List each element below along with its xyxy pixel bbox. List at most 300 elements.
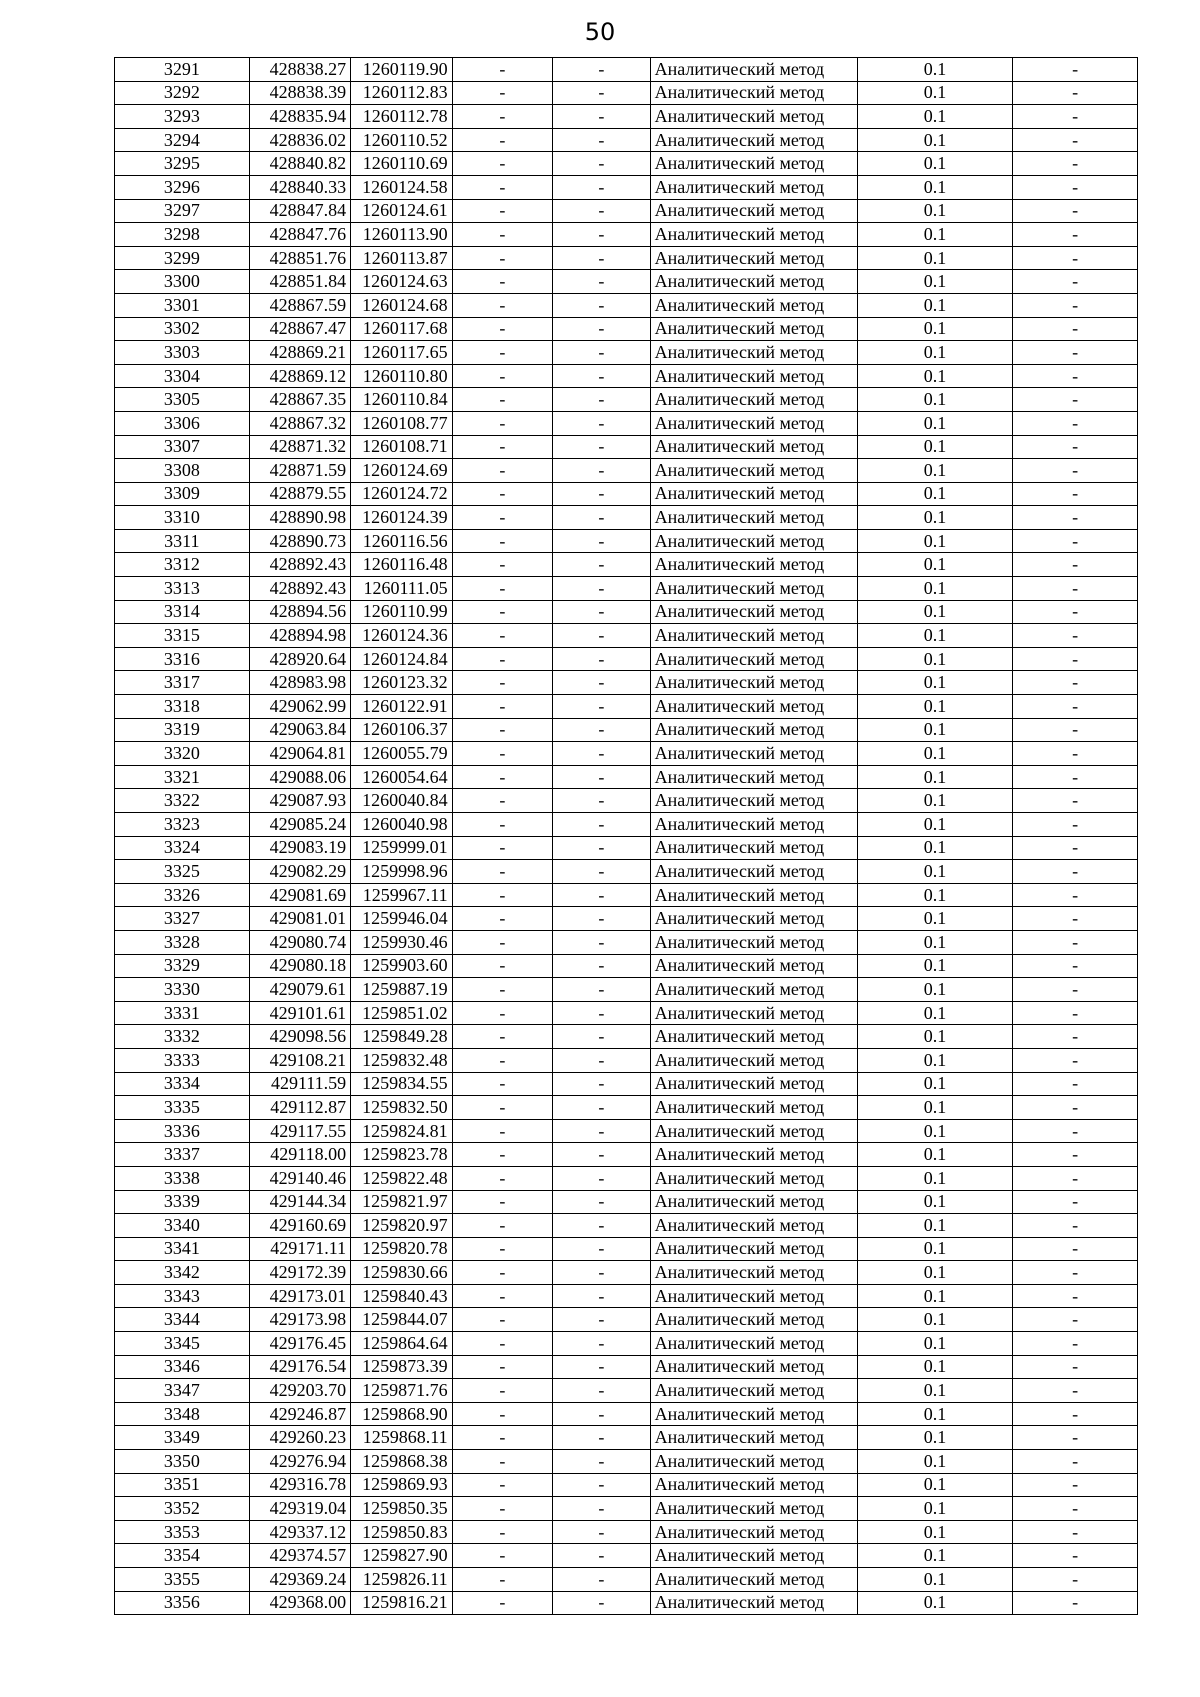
method-cell: Аналитический метод <box>650 789 857 813</box>
empty-value-cell: - <box>553 624 650 648</box>
accuracy-cell: 0.1 <box>857 128 1013 152</box>
method-cell: Аналитический метод <box>650 742 857 766</box>
x-coordinate-cell: 429118.00 <box>249 1143 350 1167</box>
x-coordinate-cell: 428892.43 <box>249 577 350 601</box>
empty-value-cell: - <box>452 1520 552 1544</box>
x-coordinate-cell: 429140.46 <box>249 1166 350 1190</box>
empty-value-cell: - <box>553 813 650 837</box>
accuracy-cell: 0.1 <box>857 506 1013 530</box>
empty-value-cell: - <box>452 482 552 506</box>
method-cell: Аналитический метод <box>650 1096 857 1120</box>
empty-value-cell: - <box>553 58 650 82</box>
table-row <box>115 1096 1138 1120</box>
empty-value-cell: - <box>452 341 552 365</box>
point-number-cell: 3338 <box>115 1166 250 1190</box>
accuracy-cell: 0.1 <box>857 671 1013 695</box>
method-cell: Аналитический метод <box>650 1355 857 1379</box>
point-number-cell: 3292 <box>115 81 250 105</box>
empty-value-cell: - <box>1013 1402 1138 1426</box>
point-number-cell: 3347 <box>115 1379 250 1403</box>
y-coordinate-cell: 1260124.36 <box>351 624 452 648</box>
method-cell: Аналитический метод <box>650 765 857 789</box>
accuracy-cell: 0.1 <box>857 246 1013 270</box>
x-coordinate-cell: 429117.55 <box>249 1119 350 1143</box>
y-coordinate-cell: 1259832.48 <box>351 1048 452 1072</box>
empty-value-cell: - <box>1013 58 1138 82</box>
table-row <box>115 1308 1138 1332</box>
x-coordinate-cell: 429081.69 <box>249 883 350 907</box>
empty-value-cell: - <box>452 81 552 105</box>
x-coordinate-cell: 428840.82 <box>249 152 350 176</box>
x-coordinate-cell: 429276.94 <box>249 1450 350 1474</box>
method-cell: Аналитический метод <box>650 954 857 978</box>
y-coordinate-cell: 1260055.79 <box>351 742 452 766</box>
method-cell: Аналитический метод <box>650 1072 857 1096</box>
y-coordinate-cell: 1259887.19 <box>351 978 452 1002</box>
empty-value-cell: - <box>1013 364 1138 388</box>
point-number-cell: 3340 <box>115 1214 250 1238</box>
empty-value-cell: - <box>452 1379 552 1403</box>
empty-value-cell: - <box>452 529 552 553</box>
y-coordinate-cell: 1260110.80 <box>351 364 452 388</box>
empty-value-cell: - <box>1013 1072 1138 1096</box>
y-coordinate-cell: 1259903.60 <box>351 954 452 978</box>
y-coordinate-cell: 1259850.83 <box>351 1520 452 1544</box>
table-row <box>115 1497 1138 1521</box>
point-number-cell: 3322 <box>115 789 250 813</box>
x-coordinate-cell: 429319.04 <box>249 1497 350 1521</box>
y-coordinate-cell: 1259873.39 <box>351 1355 452 1379</box>
empty-value-cell: - <box>1013 647 1138 671</box>
empty-value-cell: - <box>553 1332 650 1356</box>
accuracy-cell: 0.1 <box>857 1284 1013 1308</box>
table-row <box>115 459 1138 483</box>
empty-value-cell: - <box>452 1568 552 1592</box>
y-coordinate-cell: 1260122.91 <box>351 695 452 719</box>
empty-value-cell: - <box>1013 1284 1138 1308</box>
x-coordinate-cell: 429079.61 <box>249 978 350 1002</box>
empty-value-cell: - <box>553 1237 650 1261</box>
point-number-cell: 3315 <box>115 624 250 648</box>
y-coordinate-cell: 1259820.97 <box>351 1214 452 1238</box>
empty-value-cell: - <box>1013 246 1138 270</box>
y-coordinate-cell: 1259821.97 <box>351 1190 452 1214</box>
accuracy-cell: 0.1 <box>857 81 1013 105</box>
method-cell: Аналитический метод <box>650 907 857 931</box>
point-number-cell: 3300 <box>115 270 250 294</box>
empty-value-cell: - <box>553 1166 650 1190</box>
x-coordinate-cell: 429176.45 <box>249 1332 350 1356</box>
table-row <box>115 1261 1138 1285</box>
empty-value-cell: - <box>1013 105 1138 129</box>
empty-value-cell: - <box>452 600 552 624</box>
method-cell: Аналитический метод <box>650 1497 857 1521</box>
empty-value-cell: - <box>553 765 650 789</box>
x-coordinate-cell: 428867.47 <box>249 317 350 341</box>
table-row <box>115 1450 1138 1474</box>
empty-value-cell: - <box>452 223 552 247</box>
empty-value-cell: - <box>553 1402 650 1426</box>
empty-value-cell: - <box>1013 907 1138 931</box>
method-cell: Аналитический метод <box>650 553 857 577</box>
method-cell: Аналитический метод <box>650 388 857 412</box>
empty-value-cell: - <box>452 978 552 1002</box>
y-coordinate-cell: 1260040.84 <box>351 789 452 813</box>
method-cell: Аналитический метод <box>650 1402 857 1426</box>
empty-value-cell: - <box>553 695 650 719</box>
table-row <box>115 411 1138 435</box>
method-cell: Аналитический метод <box>650 1119 857 1143</box>
point-number-cell: 3327 <box>115 907 250 931</box>
empty-value-cell: - <box>553 1591 650 1615</box>
y-coordinate-cell: 1260110.52 <box>351 128 452 152</box>
y-coordinate-cell: 1259930.46 <box>351 930 452 954</box>
table-body <box>115 58 1138 1615</box>
empty-value-cell: - <box>553 246 650 270</box>
empty-value-cell: - <box>1013 1450 1138 1474</box>
method-cell: Аналитический метод <box>650 624 857 648</box>
empty-value-cell: - <box>553 1497 650 1521</box>
empty-value-cell: - <box>553 1520 650 1544</box>
table-row <box>115 1568 1138 1592</box>
y-coordinate-cell: 1260124.72 <box>351 482 452 506</box>
empty-value-cell: - <box>452 293 552 317</box>
empty-value-cell: - <box>1013 293 1138 317</box>
accuracy-cell: 0.1 <box>857 1591 1013 1615</box>
point-number-cell: 3298 <box>115 223 250 247</box>
x-coordinate-cell: 429144.34 <box>249 1190 350 1214</box>
accuracy-cell: 0.1 <box>857 789 1013 813</box>
point-number-cell: 3335 <box>115 1096 250 1120</box>
empty-value-cell: - <box>452 506 552 530</box>
empty-value-cell: - <box>553 1355 650 1379</box>
method-cell: Аналитический метод <box>650 1379 857 1403</box>
empty-value-cell: - <box>553 364 650 388</box>
empty-value-cell: - <box>553 1284 650 1308</box>
method-cell: Аналитический метод <box>650 175 857 199</box>
empty-value-cell: - <box>1013 930 1138 954</box>
empty-value-cell: - <box>452 1166 552 1190</box>
y-coordinate-cell: 1260106.37 <box>351 718 452 742</box>
x-coordinate-cell: 429081.01 <box>249 907 350 931</box>
table-row <box>115 553 1138 577</box>
point-number-cell: 3356 <box>115 1591 250 1615</box>
method-cell: Аналитический метод <box>650 978 857 1002</box>
empty-value-cell: - <box>553 175 650 199</box>
table-row <box>115 293 1138 317</box>
table-row <box>115 1379 1138 1403</box>
empty-value-cell: - <box>452 883 552 907</box>
method-cell: Аналитический метод <box>650 482 857 506</box>
point-number-cell: 3296 <box>115 175 250 199</box>
table-row <box>115 105 1138 129</box>
table-row <box>115 718 1138 742</box>
point-number-cell: 3328 <box>115 930 250 954</box>
y-coordinate-cell: 1259851.02 <box>351 1001 452 1025</box>
y-coordinate-cell: 1260124.84 <box>351 647 452 671</box>
point-number-cell: 3310 <box>115 506 250 530</box>
empty-value-cell: - <box>1013 695 1138 719</box>
method-cell: Аналитический метод <box>650 1237 857 1261</box>
x-coordinate-cell: 428890.73 <box>249 529 350 553</box>
y-coordinate-cell: 1260124.39 <box>351 506 452 530</box>
y-coordinate-cell: 1260113.87 <box>351 246 452 270</box>
y-coordinate-cell: 1260111.05 <box>351 577 452 601</box>
empty-value-cell: - <box>452 860 552 884</box>
point-number-cell: 3348 <box>115 1402 250 1426</box>
x-coordinate-cell: 428867.32 <box>249 411 350 435</box>
empty-value-cell: - <box>452 246 552 270</box>
table-row <box>115 128 1138 152</box>
point-number-cell: 3351 <box>115 1473 250 1497</box>
x-coordinate-cell: 428847.76 <box>249 223 350 247</box>
method-cell: Аналитический метод <box>650 1214 857 1238</box>
y-coordinate-cell: 1259827.90 <box>351 1544 452 1568</box>
empty-value-cell: - <box>1013 954 1138 978</box>
empty-value-cell: - <box>452 1426 552 1450</box>
table-row <box>115 600 1138 624</box>
accuracy-cell: 0.1 <box>857 317 1013 341</box>
empty-value-cell: - <box>553 1214 650 1238</box>
accuracy-cell: 0.1 <box>857 459 1013 483</box>
table-row <box>115 624 1138 648</box>
empty-value-cell: - <box>452 1591 552 1615</box>
x-coordinate-cell: 429368.00 <box>249 1591 350 1615</box>
method-cell: Аналитический метод <box>650 671 857 695</box>
empty-value-cell: - <box>553 341 650 365</box>
method-cell: Аналитический метод <box>650 1190 857 1214</box>
empty-value-cell: - <box>553 1190 650 1214</box>
method-cell: Аналитический метод <box>650 317 857 341</box>
empty-value-cell: - <box>1013 1308 1138 1332</box>
empty-value-cell: - <box>1013 175 1138 199</box>
method-cell: Аналитический метод <box>650 1332 857 1356</box>
empty-value-cell: - <box>553 1473 650 1497</box>
accuracy-cell: 0.1 <box>857 978 1013 1002</box>
x-coordinate-cell: 428920.64 <box>249 647 350 671</box>
y-coordinate-cell: 1259824.81 <box>351 1119 452 1143</box>
empty-value-cell: - <box>452 152 552 176</box>
empty-value-cell: - <box>452 813 552 837</box>
empty-value-cell: - <box>553 577 650 601</box>
point-number-cell: 3350 <box>115 1450 250 1474</box>
empty-value-cell: - <box>553 1379 650 1403</box>
y-coordinate-cell: 1260113.90 <box>351 223 452 247</box>
method-cell: Аналитический метод <box>650 1544 857 1568</box>
y-coordinate-cell: 1259868.11 <box>351 1426 452 1450</box>
empty-value-cell: - <box>452 1261 552 1285</box>
point-number-cell: 3304 <box>115 364 250 388</box>
accuracy-cell: 0.1 <box>857 364 1013 388</box>
x-coordinate-cell: 429101.61 <box>249 1001 350 1025</box>
x-coordinate-cell: 428879.55 <box>249 482 350 506</box>
y-coordinate-cell: 1260116.48 <box>351 553 452 577</box>
x-coordinate-cell: 428894.56 <box>249 600 350 624</box>
empty-value-cell: - <box>452 1119 552 1143</box>
empty-value-cell: - <box>452 58 552 82</box>
accuracy-cell: 0.1 <box>857 411 1013 435</box>
x-coordinate-cell: 429080.74 <box>249 930 350 954</box>
point-number-cell: 3329 <box>115 954 250 978</box>
empty-value-cell: - <box>452 577 552 601</box>
empty-value-cell: - <box>452 553 552 577</box>
method-cell: Аналитический метод <box>650 836 857 860</box>
empty-value-cell: - <box>452 1355 552 1379</box>
table-row <box>115 813 1138 837</box>
empty-value-cell: - <box>452 624 552 648</box>
method-cell: Аналитический метод <box>650 435 857 459</box>
empty-value-cell: - <box>1013 411 1138 435</box>
x-coordinate-cell: 428890.98 <box>249 506 350 530</box>
method-cell: Аналитический метод <box>650 152 857 176</box>
accuracy-cell: 0.1 <box>857 1497 1013 1521</box>
table-row <box>115 270 1138 294</box>
method-cell: Аналитический метод <box>650 529 857 553</box>
empty-value-cell: - <box>553 1001 650 1025</box>
table-row <box>115 482 1138 506</box>
method-cell: Аналитический метод <box>650 293 857 317</box>
empty-value-cell: - <box>1013 1568 1138 1592</box>
empty-value-cell: - <box>452 1072 552 1096</box>
empty-value-cell: - <box>1013 1379 1138 1403</box>
x-coordinate-cell: 429246.87 <box>249 1402 350 1426</box>
method-cell: Аналитический метод <box>650 1166 857 1190</box>
accuracy-cell: 0.1 <box>857 1308 1013 1332</box>
accuracy-cell: 0.1 <box>857 860 1013 884</box>
accuracy-cell: 0.1 <box>857 1166 1013 1190</box>
empty-value-cell: - <box>452 836 552 860</box>
accuracy-cell: 0.1 <box>857 1379 1013 1403</box>
method-cell: Аналитический метод <box>650 1426 857 1450</box>
table-row <box>115 695 1138 719</box>
y-coordinate-cell: 1260124.61 <box>351 199 452 223</box>
point-number-cell: 3323 <box>115 813 250 837</box>
method-cell: Аналитический метод <box>650 1261 857 1285</box>
empty-value-cell: - <box>553 978 650 1002</box>
method-cell: Аналитический метод <box>650 883 857 907</box>
method-cell: Аналитический метод <box>650 246 857 270</box>
method-cell: Аналитический метод <box>650 1025 857 1049</box>
y-coordinate-cell: 1259826.11 <box>351 1568 452 1592</box>
y-coordinate-cell: 1260112.83 <box>351 81 452 105</box>
y-coordinate-cell: 1260124.58 <box>351 175 452 199</box>
empty-value-cell: - <box>452 388 552 412</box>
x-coordinate-cell: 429337.12 <box>249 1520 350 1544</box>
accuracy-cell: 0.1 <box>857 1072 1013 1096</box>
x-coordinate-cell: 428835.94 <box>249 105 350 129</box>
empty-value-cell: - <box>1013 1520 1138 1544</box>
method-cell: Аналитический метод <box>650 930 857 954</box>
accuracy-cell: 0.1 <box>857 1096 1013 1120</box>
x-coordinate-cell: 429064.81 <box>249 742 350 766</box>
accuracy-cell: 0.1 <box>857 1402 1013 1426</box>
point-number-cell: 3299 <box>115 246 250 270</box>
table-row <box>115 1119 1138 1143</box>
empty-value-cell: - <box>553 836 650 860</box>
empty-value-cell: - <box>553 930 650 954</box>
x-coordinate-cell: 429098.56 <box>249 1025 350 1049</box>
empty-value-cell: - <box>452 789 552 813</box>
y-coordinate-cell: 1260124.63 <box>351 270 452 294</box>
accuracy-cell: 0.1 <box>857 765 1013 789</box>
x-coordinate-cell: 428838.39 <box>249 81 350 105</box>
empty-value-cell: - <box>1013 577 1138 601</box>
table-row <box>115 199 1138 223</box>
point-number-cell: 3295 <box>115 152 250 176</box>
empty-value-cell: - <box>452 1450 552 1474</box>
y-coordinate-cell: 1260110.99 <box>351 600 452 624</box>
x-coordinate-cell: 428869.12 <box>249 364 350 388</box>
x-coordinate-cell: 428867.35 <box>249 388 350 412</box>
accuracy-cell: 0.1 <box>857 435 1013 459</box>
method-cell: Аналитический метод <box>650 860 857 884</box>
accuracy-cell: 0.1 <box>857 1190 1013 1214</box>
y-coordinate-cell: 1259849.28 <box>351 1025 452 1049</box>
y-coordinate-cell: 1259869.93 <box>351 1473 452 1497</box>
point-number-cell: 3344 <box>115 1308 250 1332</box>
method-cell: Аналитический метод <box>650 647 857 671</box>
empty-value-cell: - <box>553 860 650 884</box>
empty-value-cell: - <box>1013 765 1138 789</box>
table-row <box>115 81 1138 105</box>
method-cell: Аналитический метод <box>650 600 857 624</box>
accuracy-cell: 0.1 <box>857 813 1013 837</box>
point-number-cell: 3343 <box>115 1284 250 1308</box>
empty-value-cell: - <box>452 435 552 459</box>
accuracy-cell: 0.1 <box>857 529 1013 553</box>
empty-value-cell: - <box>1013 1214 1138 1238</box>
y-coordinate-cell: 1259830.66 <box>351 1261 452 1285</box>
point-number-cell: 3325 <box>115 860 250 884</box>
empty-value-cell: - <box>452 718 552 742</box>
point-number-cell: 3309 <box>115 482 250 506</box>
empty-value-cell: - <box>553 1450 650 1474</box>
empty-value-cell: - <box>1013 1001 1138 1025</box>
x-coordinate-cell: 429374.57 <box>249 1544 350 1568</box>
coordinates-table <box>114 57 1138 1615</box>
accuracy-cell: 0.1 <box>857 58 1013 82</box>
x-coordinate-cell: 428851.76 <box>249 246 350 270</box>
y-coordinate-cell: 1259844.07 <box>351 1308 452 1332</box>
empty-value-cell: - <box>553 1426 650 1450</box>
point-number-cell: 3314 <box>115 600 250 624</box>
table-row <box>115 435 1138 459</box>
y-coordinate-cell: 1260119.90 <box>351 58 452 82</box>
accuracy-cell: 0.1 <box>857 270 1013 294</box>
empty-value-cell: - <box>452 1025 552 1049</box>
accuracy-cell: 0.1 <box>857 1048 1013 1072</box>
point-number-cell: 3331 <box>115 1001 250 1025</box>
point-number-cell: 3337 <box>115 1143 250 1167</box>
empty-value-cell: - <box>553 718 650 742</box>
point-number-cell: 3320 <box>115 742 250 766</box>
x-coordinate-cell: 429111.59 <box>249 1072 350 1096</box>
empty-value-cell: - <box>553 199 650 223</box>
method-cell: Аналитический метод <box>650 58 857 82</box>
method-cell: Аналитический метод <box>650 459 857 483</box>
accuracy-cell: 0.1 <box>857 883 1013 907</box>
x-coordinate-cell: 428894.98 <box>249 624 350 648</box>
y-coordinate-cell: 1260040.98 <box>351 813 452 837</box>
empty-value-cell: - <box>1013 1426 1138 1450</box>
table-row <box>115 1426 1138 1450</box>
y-coordinate-cell: 1260117.65 <box>351 341 452 365</box>
empty-value-cell: - <box>1013 624 1138 648</box>
method-cell: Аналитический метод <box>650 1473 857 1497</box>
method-cell: Аналитический метод <box>650 364 857 388</box>
empty-value-cell: - <box>452 1284 552 1308</box>
point-number-cell: 3294 <box>115 128 250 152</box>
